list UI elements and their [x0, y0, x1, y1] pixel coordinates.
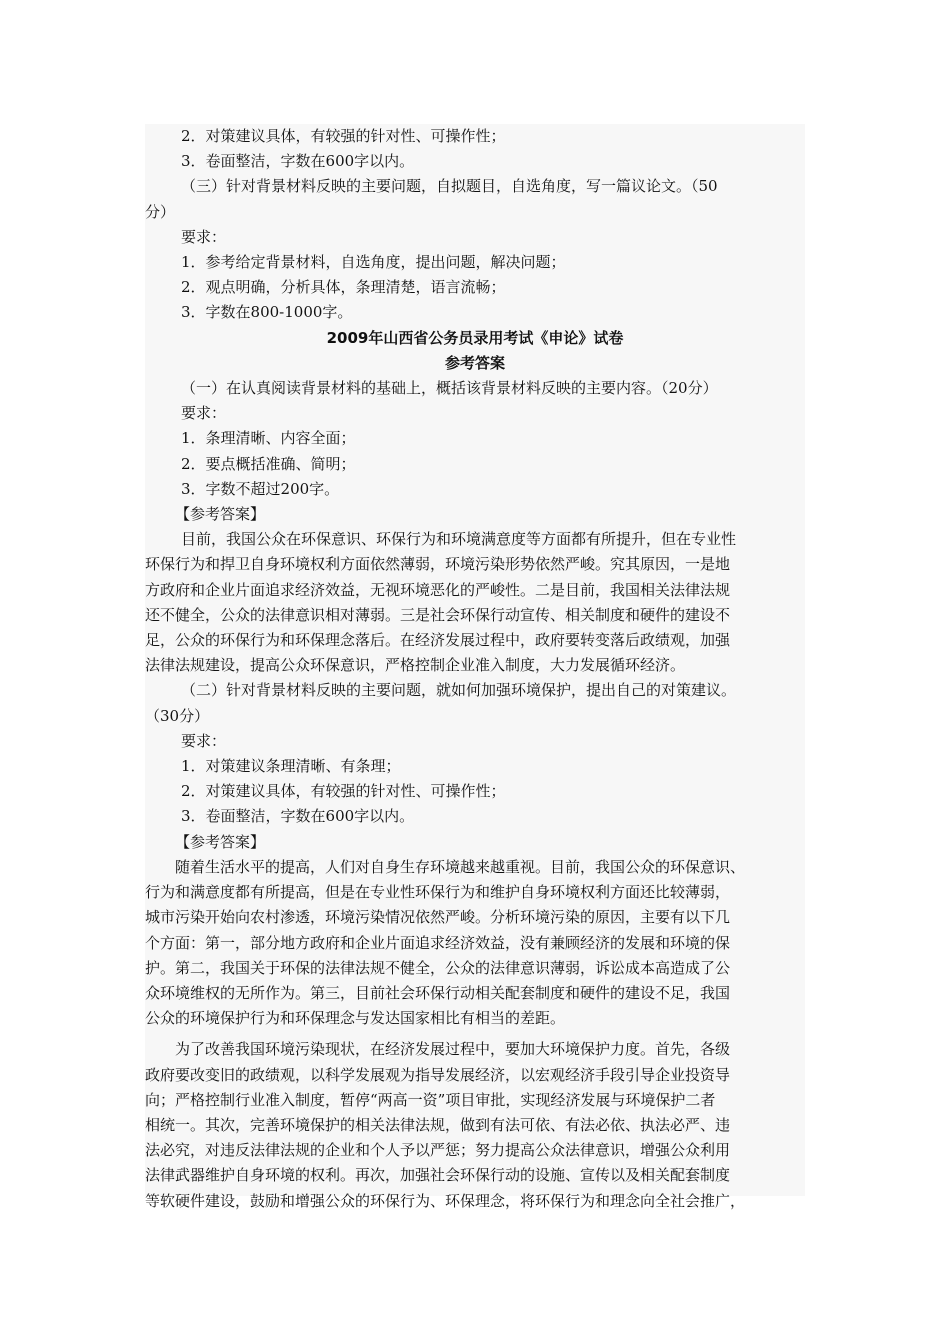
requirement-item: 2．对策建议具体，有较强的针对性、可操作性；: [181, 782, 506, 801]
document-body: [145, 124, 805, 1214]
answer-label: 【参考答案】: [175, 505, 266, 524]
requirement-item: 1．对策建议条理清晰、有条理；: [181, 757, 401, 776]
answer-label: 【参考答案】: [175, 832, 266, 851]
answer-line: 等软硬件建设，鼓励和增强公众的环保行为、环保理念，将环保行为和理念向全社会推广，: [145, 1191, 746, 1210]
answer-line: 还不健全，公众的法律意识相对薄弱。三是社会环保行动宣传、相关制度和硬件的建设不: [145, 605, 731, 624]
answer-line: 公众的环境保护行为和环保理念与发达国家相比有相当的差距。: [145, 1009, 566, 1028]
requirements-label: 要求：: [181, 227, 227, 246]
answer-line: 方政府和企业片面追求经济效益，无视环境恶化的严峻性。二是目前，我国相关法律法规: [145, 580, 731, 599]
answer-line: 法必究，对违反法律法规的企业和个人予以严惩；努力提高公众法律意识，增强公众利用: [145, 1141, 731, 1160]
requirement-item: 3．字数不超过200字。: [181, 479, 340, 498]
answer-line: 法律法规建设，提高公众环保意识，严格控制企业准入制度，大力发展循环经济。: [145, 656, 686, 675]
answer-line: 目前，我国公众在环保意识、环保行为和环境满意度等方面都有所提升，但在专业性: [181, 530, 737, 549]
answer-line: 相统一。其次，完善环境保护的相关法律法规，做到有法可依、有法必依、执法必严、违: [145, 1115, 731, 1134]
answer-line: 向；严格控制行业准入制度，暂停“两高一资”项目审批，实现经济发展与环境保护二者: [145, 1090, 716, 1109]
answer-line: 随着生活水平的提高，人们对自身生存环境越来越重视。目前，我国公众的环保意识、: [175, 857, 746, 876]
question-3-cont: 分）: [145, 202, 176, 221]
answer-2-paragraph-1: [145, 855, 805, 1031]
requirement-item: 1．参考给定背景材料，自选角度，提出问题，解决问题；: [181, 253, 566, 272]
document-subtitle: 参考答案: [444, 353, 505, 372]
requirement-item: 2．观点明确，分析具体，条理清楚，语言流畅；: [181, 278, 506, 297]
answer-line: 城市污染开始向农村渗透，环境污染情况依然严峻。分析环境污染的原因，主要有以下几: [145, 908, 731, 927]
answer-line: 为了改善我国环境污染现状，在经济发展过程中，要加大环境保护力度。首先，各级: [175, 1040, 731, 1059]
question-3: （三）针对背景材料反映的主要问题，自拟题目，自选角度，写一篇议论文。（50: [181, 177, 718, 196]
requirements-label: 要求：: [181, 731, 227, 750]
requirement-item: 3．字数在800-1000字。: [181, 303, 353, 322]
answer-line: 众环境维权的无所作为。第三，目前社会环保行动相关配套制度和硬件的建设不足，我国: [145, 983, 731, 1002]
answer-line: 个方面：第一，部分地方政府和企业片面追求经济效益，没有兼顾经济的发展和环境的保: [145, 933, 731, 952]
answer-line: 环保行为和捍卫自身环境权利方面依然薄弱，环境污染形势依然严峻。究其原因，一是地: [145, 555, 731, 574]
answer-line: 法律武器维护自身环境的权利。再次，加强社会环保行动的设施、宣传以及相关配套制度: [145, 1166, 731, 1185]
requirement-item: 2．要点概括准确、简明；: [181, 454, 356, 473]
answer-line: 护。第二，我国关于环保的法律法规不健全，公众的法律意识薄弱，诉讼成本高造成了公: [145, 958, 731, 977]
document-title: 2009年山西省公务员录用考试《申论》试卷: [326, 328, 624, 347]
requirement-item: 1．条理清晰、内容全面；: [181, 429, 356, 448]
requirements-label: 要求：: [181, 404, 227, 423]
question-1: （一）在认真阅读背景材料的基础上，概括该背景材料反映的主要内容。（20分）: [181, 379, 718, 398]
answer-line: 行为和满意度都有所提高，但是在专业性环保行为和维护自身环境权利方面还比较薄弱，: [145, 883, 731, 902]
text-line: 2．对策建议具体，有较强的针对性、可操作性；: [181, 127, 506, 145]
answer-line: 足，公众的环保行为和环保理念落后。在经济发展过程中，政府要转变落后政绩观，加强: [145, 631, 731, 650]
text-line: 3．卷面整洁，字数在600字以内。: [181, 152, 415, 171]
answer-line: 政府要改变旧的政绩观，以科学发展观为指导发展经济，以宏观经济手段引导企业投资导: [145, 1065, 731, 1084]
answer-2-paragraph-2: [145, 1037, 805, 1213]
requirement-item: 3．卷面整洁，字数在600字以内。: [181, 807, 415, 826]
answer-1-paragraph: [145, 527, 805, 678]
question-2-cont: （30分）: [145, 706, 210, 725]
question-2: （二）针对背景材料反映的主要问题，就如何加强环境保护，提出自己的对策建议。: [181, 681, 737, 700]
